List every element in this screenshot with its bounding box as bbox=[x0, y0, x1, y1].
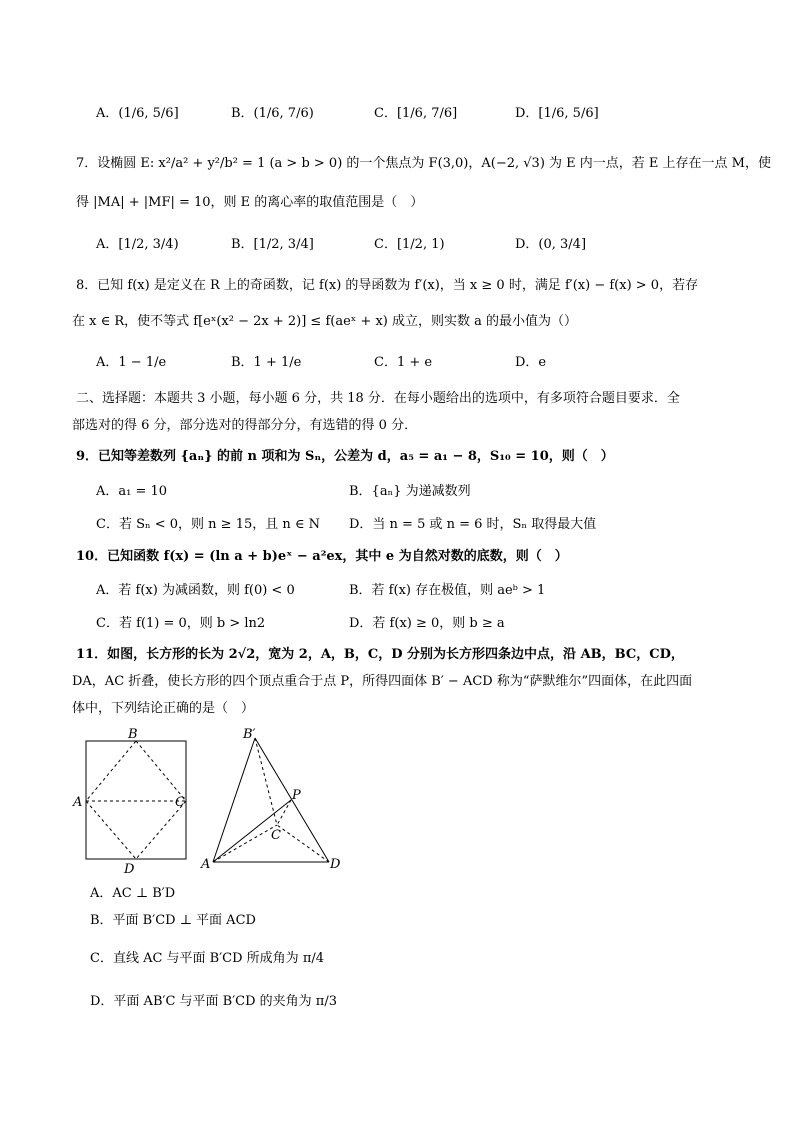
q11-option-d: D．平面 AB′C 与平面 B′CD 的夹角为 π/3 bbox=[90, 994, 337, 1009]
q10-stem: 10．已知函数 f(x) = (ln a + b)eˣ − a²ex，其中 e 为自然对数的底数，则（ ） bbox=[76, 549, 568, 564]
q9-option-b: B．{aₙ} 为递减数列 bbox=[349, 484, 471, 499]
q8-option-c: C．1 + e bbox=[374, 355, 433, 370]
q11-option-b: B．平面 B′CD ⊥ 平面 ACD bbox=[90, 913, 256, 928]
q11-figure bbox=[70, 724, 360, 879]
q7-stem-line2: 得 |MA| + |MF| = 10，则 E 的离心率的取值范围是（ ） bbox=[76, 195, 424, 210]
q7-option-b: B．[1/2, 3/4] bbox=[231, 237, 314, 252]
q8-option-a: A．1 − 1/e bbox=[96, 355, 167, 370]
q8-option-b: B．1 + 1/e bbox=[231, 355, 302, 370]
q7-option-d: D．(0, 3/4] bbox=[515, 237, 587, 252]
label-rect-a: A bbox=[73, 795, 83, 810]
label-tet-d: D bbox=[330, 857, 341, 872]
q8-option-d: D．e bbox=[515, 355, 547, 370]
q9-option-c: C．若 Sₙ < 0，则 n ≥ 15，且 n ∈ N bbox=[96, 517, 321, 532]
q10-option-d: D．若 f(x) ≥ 0，则 b ≥ a bbox=[349, 616, 505, 631]
q7-option-c: C．[1/2, 1) bbox=[374, 237, 445, 252]
q9-option-d: D．当 n = 5 或 n = 6 时，Sₙ 取得最大值 bbox=[349, 517, 597, 532]
label-tet-p: P bbox=[292, 788, 301, 803]
q11-stem-line2: DA，AC 折叠，使长方形的四个顶点重合于点 P，所得四面体 B′ − ACD 称为“萨默维尔”四面体，在此四面 bbox=[72, 674, 693, 689]
q8-stem-line1: 8．已知 f(x) 是定义在 R 上的奇函数，记 f(x) 的导函数为 f′(x)，当 x ≥ 0 时，满足 f′(x) − f(x) > 0，若存 bbox=[76, 278, 699, 293]
label-rect-c: C bbox=[175, 795, 185, 810]
q6-option-b: B．(1/6, 7/6) bbox=[231, 106, 314, 121]
tetrahedron-figure bbox=[200, 727, 341, 872]
q10-option-b: B．若 f(x) 存在极值，则 aeᵇ > 1 bbox=[349, 583, 546, 598]
q10-option-a: A．若 f(x) 为减函数，则 f(0) < 0 bbox=[96, 583, 295, 598]
section2-line1: 二、选择题：本题共 3 小题，每小题 6 分，共 18 分．在每小题给出的选项中，有多项符合题目要求．全 bbox=[76, 391, 680, 406]
label-tet-a: A bbox=[201, 857, 211, 872]
q11-option-c: C．直线 AC 与平面 B′CD 所成角为 π/4 bbox=[90, 951, 325, 966]
q11-option-a: A．AC ⊥ B′D bbox=[90, 886, 176, 901]
q6-option-d: D．[1/6, 5/6] bbox=[515, 106, 599, 121]
label-tet-c: C bbox=[271, 828, 281, 843]
section2-line2: 部选对的得 6 分，部分选对的得部分分，有选错的得 0 分． bbox=[72, 418, 418, 433]
label-rect-d: D bbox=[124, 862, 135, 877]
q8-stem-line2: 在 x ∈ R，使不等式 f[eˣ(x² − 2x + 2)] ≤ f(aeˣ + x) 成立，则实数 a 的最小值为（） bbox=[72, 314, 578, 329]
q9-stem: 9．已知等差数列 {aₙ} 的前 n 项和为 Sₙ，公差为 d，a₅ = a₁ − 8，S₁₀ = 10，则（ ） bbox=[76, 449, 614, 464]
label-rect-b: B bbox=[128, 727, 138, 742]
q6-option-a: A．(1/6, 5/6] bbox=[96, 106, 179, 121]
q7-option-a: A．[1/2, 3/4) bbox=[96, 237, 179, 252]
label-tet-b: B′ bbox=[243, 727, 256, 742]
q10-option-c: C．若 f(1) = 0，则 b > ln2 bbox=[96, 616, 266, 631]
q11-stem-line3: 体中，下列结论正确的是（ ） bbox=[72, 701, 255, 716]
rectangle-figure bbox=[72, 727, 186, 877]
q6-option-c: C．[1/6, 7/6] bbox=[374, 106, 458, 121]
q9-option-a: A．a₁ = 10 bbox=[96, 484, 168, 499]
q7-stem-line1: 7．设椭圆 E: x²/a² + y²/b² = 1 (a > b > 0) 的一个焦点为 F(3,0)，A(−2, √3) 为 E 内一点，若 E 上存在一点 M，使 bbox=[76, 156, 771, 171]
q11-stem-line1: 11．如图，长方形的长为 2√2，宽为 2，A，B，C，D 分别为长方形四条边中点，沿 AB，BC，CD， bbox=[76, 647, 684, 662]
